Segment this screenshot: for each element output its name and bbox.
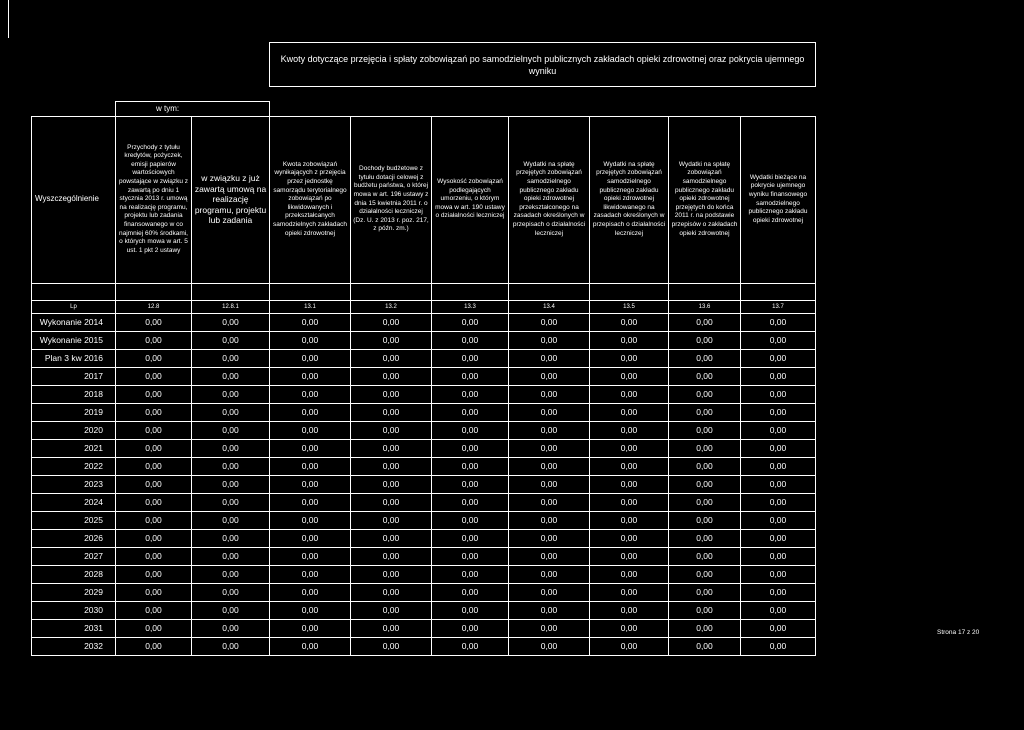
value-cell: 0,00 xyxy=(590,493,669,511)
row-label: 2020 xyxy=(32,421,116,439)
value-cell: 0,00 xyxy=(351,385,432,403)
value-cell: 0,00 xyxy=(509,619,590,637)
row-label: 2023 xyxy=(32,475,116,493)
value-cell: 0,00 xyxy=(116,313,192,331)
value-cell: 0,00 xyxy=(192,313,270,331)
table-row xyxy=(32,475,816,493)
value-cell: 0,00 xyxy=(351,583,432,601)
value-cell: 0,00 xyxy=(192,439,270,457)
value-cell: 0,00 xyxy=(351,547,432,565)
blank-strip-2 xyxy=(270,101,816,116)
column-header-5: Wysokość zobowiązań podlegających umorzeniu, o którym mowa w art. 190 ustawy o działalności leczniczej xyxy=(432,116,509,283)
value-cell: 0,00 xyxy=(741,511,816,529)
value-cell: 0,00 xyxy=(741,547,816,565)
row-label: 2019 xyxy=(32,403,116,421)
table-row xyxy=(32,637,816,655)
value-cell: 0,00 xyxy=(669,439,741,457)
value-cell: 0,00 xyxy=(116,457,192,475)
value-cell: 0,00 xyxy=(351,601,432,619)
value-cell: 0,00 xyxy=(741,421,816,439)
value-cell: 0,00 xyxy=(270,601,351,619)
value-cell: 0,00 xyxy=(669,331,741,349)
value-cell: 0,00 xyxy=(590,367,669,385)
value-cell: 0,00 xyxy=(509,511,590,529)
gap-cell xyxy=(192,283,270,300)
table-row xyxy=(32,547,816,565)
gap-cell xyxy=(32,283,116,300)
table-row xyxy=(32,349,816,367)
table-row xyxy=(32,439,816,457)
value-cell: 0,00 xyxy=(741,619,816,637)
value-cell: 0,00 xyxy=(590,601,669,619)
value-cell: 0,00 xyxy=(509,331,590,349)
value-cell: 0,00 xyxy=(432,421,509,439)
value-cell: 0,00 xyxy=(270,385,351,403)
value-cell: 0,00 xyxy=(351,349,432,367)
value-cell: 0,00 xyxy=(741,529,816,547)
table-row xyxy=(32,367,816,385)
value-cell: 0,00 xyxy=(192,421,270,439)
value-cell: 0,00 xyxy=(351,475,432,493)
row-label: 2026 xyxy=(32,529,116,547)
value-cell: 0,00 xyxy=(432,601,509,619)
value-cell: 0,00 xyxy=(116,637,192,655)
gap-cell xyxy=(669,283,741,300)
row-label: 2024 xyxy=(32,493,116,511)
value-cell: 0,00 xyxy=(509,565,590,583)
value-cell: 0,00 xyxy=(432,349,509,367)
value-cell: 0,00 xyxy=(351,331,432,349)
value-cell: 0,00 xyxy=(590,421,669,439)
value-cell: 0,00 xyxy=(270,619,351,637)
value-cell: 0,00 xyxy=(509,313,590,331)
row-label: 2017 xyxy=(32,367,116,385)
value-cell: 0,00 xyxy=(590,583,669,601)
value-cell: 0,00 xyxy=(509,529,590,547)
value-cell: 0,00 xyxy=(270,313,351,331)
lp-cell-3: 13.1 xyxy=(270,300,351,313)
value-cell: 0,00 xyxy=(741,367,816,385)
value-cell: 0,00 xyxy=(669,583,741,601)
value-cell: 0,00 xyxy=(270,439,351,457)
value-cell: 0,00 xyxy=(669,457,741,475)
value-cell: 0,00 xyxy=(741,475,816,493)
value-cell: 0,00 xyxy=(669,529,741,547)
value-cell: 0,00 xyxy=(192,367,270,385)
value-cell: 0,00 xyxy=(509,385,590,403)
value-cell: 0,00 xyxy=(351,529,432,547)
column-header-2: w związku z już zawartą umową na realizację programu, projektu lub zadania xyxy=(192,116,270,283)
lp-cell-1: 12.8 xyxy=(116,300,192,313)
value-cell: 0,00 xyxy=(351,511,432,529)
row-label: 2032 xyxy=(32,637,116,655)
value-cell: 0,00 xyxy=(351,637,432,655)
table-row xyxy=(32,385,816,403)
wpf-table xyxy=(31,42,816,656)
value-cell: 0,00 xyxy=(351,439,432,457)
page-edge-line xyxy=(8,0,9,38)
value-cell: 0,00 xyxy=(432,439,509,457)
column-header-0: Wyszczególnienie xyxy=(32,116,116,283)
gap-cell xyxy=(116,283,192,300)
value-cell: 0,00 xyxy=(669,619,741,637)
value-cell: 0,00 xyxy=(270,511,351,529)
value-cell: 0,00 xyxy=(192,475,270,493)
value-cell: 0,00 xyxy=(270,565,351,583)
value-cell: 0,00 xyxy=(741,457,816,475)
row-label: 2029 xyxy=(32,583,116,601)
lp-cell-2: 12.8.1 xyxy=(192,300,270,313)
table-row xyxy=(32,493,816,511)
value-cell: 0,00 xyxy=(590,619,669,637)
value-cell: 0,00 xyxy=(509,493,590,511)
value-cell: 0,00 xyxy=(669,601,741,619)
value-cell: 0,00 xyxy=(669,547,741,565)
value-cell: 0,00 xyxy=(432,385,509,403)
value-cell: 0,00 xyxy=(270,583,351,601)
row-label: 2022 xyxy=(32,457,116,475)
lp-cell-5: 13.3 xyxy=(432,300,509,313)
table-row xyxy=(32,565,816,583)
value-cell: 0,00 xyxy=(590,565,669,583)
value-cell: 0,00 xyxy=(351,313,432,331)
value-cell: 0,00 xyxy=(116,475,192,493)
value-cell: 0,00 xyxy=(192,583,270,601)
value-cell: 0,00 xyxy=(509,583,590,601)
table-row xyxy=(32,313,816,331)
value-cell: 0,00 xyxy=(116,367,192,385)
value-cell: 0,00 xyxy=(192,547,270,565)
gap-cell xyxy=(741,283,816,300)
value-cell: 0,00 xyxy=(116,619,192,637)
group-title: Kwoty dotyczące przejęcia i spłaty zobowiązań po samodzielnych publicznych zakładach opieki zdrowotnej oraz pokrycia ujemnego wyniku xyxy=(270,43,816,87)
value-cell: 0,00 xyxy=(509,457,590,475)
value-cell: 0,00 xyxy=(432,367,509,385)
gap-cell xyxy=(351,283,432,300)
value-cell: 0,00 xyxy=(351,403,432,421)
value-cell: 0,00 xyxy=(270,637,351,655)
blank-strip xyxy=(270,87,816,102)
value-cell: 0,00 xyxy=(590,313,669,331)
value-cell: 0,00 xyxy=(741,385,816,403)
value-cell: 0,00 xyxy=(669,421,741,439)
value-cell: 0,00 xyxy=(509,601,590,619)
column-header-3: Kwota zobowiązań wynikających z przejęcia przez jednostkę samorządu terytorialnego zobowiązań po likwidowanych i przekształcanych samodzielnych zakładach opieki zdrowotnej xyxy=(270,116,351,283)
value-cell: 0,00 xyxy=(270,547,351,565)
table-row xyxy=(32,511,816,529)
value-cell: 0,00 xyxy=(192,331,270,349)
value-cell: 0,00 xyxy=(351,421,432,439)
lp-cell-4: 13.2 xyxy=(351,300,432,313)
value-cell: 0,00 xyxy=(192,493,270,511)
value-cell: 0,00 xyxy=(432,403,509,421)
value-cell: 0,00 xyxy=(432,313,509,331)
value-cell: 0,00 xyxy=(192,637,270,655)
value-cell: 0,00 xyxy=(351,619,432,637)
value-cell: 0,00 xyxy=(741,349,816,367)
value-cell: 0,00 xyxy=(590,439,669,457)
value-cell: 0,00 xyxy=(270,529,351,547)
lp-cell-6: 13.4 xyxy=(509,300,590,313)
row-label: Wykonanie 2014 xyxy=(32,313,116,331)
value-cell: 0,00 xyxy=(669,493,741,511)
value-cell: 0,00 xyxy=(192,529,270,547)
value-cell: 0,00 xyxy=(270,367,351,385)
value-cell: 0,00 xyxy=(509,403,590,421)
value-cell: 0,00 xyxy=(669,475,741,493)
value-cell: 0,00 xyxy=(590,331,669,349)
row-label: Wykonanie 2015 xyxy=(32,331,116,349)
column-header-7: Wydatki na spłatę przejętych zobowiązań samodzielnego publicznego zakładu opieki zdrowotnej likwidowanego na zasadach określonych w przepisach o działalności leczniczej xyxy=(590,116,669,283)
lp-cell-7: 13.5 xyxy=(590,300,669,313)
row-label: 2018 xyxy=(32,385,116,403)
value-cell: 0,00 xyxy=(116,439,192,457)
lp-cell-9: 13.7 xyxy=(741,300,816,313)
table-row xyxy=(32,457,816,475)
value-cell: 0,00 xyxy=(741,403,816,421)
column-header-8: Wydatki na spłatę zobowiązań samodzielnego publicznego zakładu opieki zdrowotnej przejętych do końca 2011 r. na podstawie przepisów o zakładach opieki zdrowotnej xyxy=(669,116,741,283)
row-label: 2021 xyxy=(32,439,116,457)
row-label: 2031 xyxy=(32,619,116,637)
value-cell: 0,00 xyxy=(116,565,192,583)
value-cell: 0,00 xyxy=(590,475,669,493)
value-cell: 0,00 xyxy=(509,349,590,367)
value-cell: 0,00 xyxy=(669,385,741,403)
value-cell: 0,00 xyxy=(669,637,741,655)
value-cell: 0,00 xyxy=(590,385,669,403)
lp-cell-0: Lp xyxy=(32,300,116,313)
value-cell: 0,00 xyxy=(432,475,509,493)
row-label: 2030 xyxy=(32,601,116,619)
value-cell: 0,00 xyxy=(116,493,192,511)
value-cell: 0,00 xyxy=(432,331,509,349)
value-cell: 0,00 xyxy=(270,349,351,367)
value-cell: 0,00 xyxy=(351,565,432,583)
value-cell: 0,00 xyxy=(432,529,509,547)
value-cell: 0,00 xyxy=(116,601,192,619)
value-cell: 0,00 xyxy=(116,331,192,349)
value-cell: 0,00 xyxy=(669,313,741,331)
value-cell: 0,00 xyxy=(669,403,741,421)
table-row xyxy=(32,529,816,547)
value-cell: 0,00 xyxy=(432,493,509,511)
table-row xyxy=(32,421,816,439)
value-cell: 0,00 xyxy=(432,457,509,475)
value-cell: 0,00 xyxy=(669,565,741,583)
value-cell: 0,00 xyxy=(192,601,270,619)
value-cell: 0,00 xyxy=(741,583,816,601)
row-label: 2025 xyxy=(32,511,116,529)
value-cell: 0,00 xyxy=(116,583,192,601)
value-cell: 0,00 xyxy=(432,583,509,601)
value-cell: 0,00 xyxy=(116,421,192,439)
column-header-9: Wydatki bieżące na pokrycie ujemnego wyniku finansowego samodzielnego publicznego zakładu opieki zdrowotnej xyxy=(741,116,816,283)
blank-top xyxy=(116,43,270,102)
lp-cell-8: 13.6 xyxy=(669,300,741,313)
value-cell: 0,00 xyxy=(509,475,590,493)
value-cell: 0,00 xyxy=(590,403,669,421)
value-cell: 0,00 xyxy=(590,547,669,565)
value-cell: 0,00 xyxy=(192,619,270,637)
blank-corner xyxy=(32,43,116,117)
w-tym-label: w tym: xyxy=(116,101,270,116)
row-label: 2027 xyxy=(32,547,116,565)
value-cell: 0,00 xyxy=(192,457,270,475)
value-cell: 0,00 xyxy=(116,529,192,547)
value-cell: 0,00 xyxy=(432,637,509,655)
value-cell: 0,00 xyxy=(192,385,270,403)
value-cell: 0,00 xyxy=(116,511,192,529)
value-cell: 0,00 xyxy=(270,403,351,421)
value-cell: 0,00 xyxy=(270,475,351,493)
value-cell: 0,00 xyxy=(432,565,509,583)
gap-cell xyxy=(509,283,590,300)
value-cell: 0,00 xyxy=(590,511,669,529)
table-row xyxy=(32,583,816,601)
value-cell: 0,00 xyxy=(270,421,351,439)
value-cell: 0,00 xyxy=(741,493,816,511)
row-label: Plan 3 kw 2016 xyxy=(32,349,116,367)
value-cell: 0,00 xyxy=(590,637,669,655)
value-cell: 0,00 xyxy=(590,349,669,367)
value-cell: 0,00 xyxy=(192,565,270,583)
value-cell: 0,00 xyxy=(351,367,432,385)
column-header-6: Wydatki na spłatę przejętych zobowiązań samodzielnego publicznego zakładu opieki zdrowotnej przekształconego na zasadach określonych w przepisach o działalności leczniczej xyxy=(509,116,590,283)
column-header-1: Przychody z tytułu kredytów, pożyczek, emisji papierów wartościowych powstające w związku z zawartą po dniu 1 stycznia 2013 r. umową na realizację programu, projektu lub zadania finansowanego w co najmniej 60% środkami, o których mowa w art. 5 ust. 1 pkt 2 ustawy xyxy=(116,116,192,283)
value-cell: 0,00 xyxy=(270,331,351,349)
value-cell: 0,00 xyxy=(192,349,270,367)
gap-cell xyxy=(432,283,509,300)
gap-cell xyxy=(590,283,669,300)
value-cell: 0,00 xyxy=(509,421,590,439)
value-cell: 0,00 xyxy=(741,637,816,655)
value-cell: 0,00 xyxy=(509,439,590,457)
value-cell: 0,00 xyxy=(116,385,192,403)
value-cell: 0,00 xyxy=(116,403,192,421)
table-row xyxy=(32,331,816,349)
value-cell: 0,00 xyxy=(590,529,669,547)
value-cell: 0,00 xyxy=(509,547,590,565)
value-cell: 0,00 xyxy=(669,511,741,529)
value-cell: 0,00 xyxy=(270,493,351,511)
value-cell: 0,00 xyxy=(509,637,590,655)
column-header-4: Dochody budżetowe z tytułu dotacji celowej z budżetu państwa, o której mowa w art. 196 ustawy z dnia 15 kwietnia 2011 r. o działalności leczniczej (Dz. U. z 2013 r. poz. 217, z późn. zm.) xyxy=(351,116,432,283)
value-cell: 0,00 xyxy=(116,547,192,565)
row-label: 2028 xyxy=(32,565,116,583)
value-cell: 0,00 xyxy=(509,367,590,385)
value-cell: 0,00 xyxy=(351,457,432,475)
value-cell: 0,00 xyxy=(432,547,509,565)
table-row xyxy=(32,601,816,619)
table-row xyxy=(32,403,816,421)
value-cell: 0,00 xyxy=(741,565,816,583)
value-cell: 0,00 xyxy=(741,313,816,331)
value-cell: 0,00 xyxy=(192,403,270,421)
value-cell: 0,00 xyxy=(669,367,741,385)
page-number: Strona 17 z 20 xyxy=(937,629,980,636)
value-cell: 0,00 xyxy=(192,511,270,529)
value-cell: 0,00 xyxy=(669,349,741,367)
value-cell: 0,00 xyxy=(741,331,816,349)
value-cell: 0,00 xyxy=(590,457,669,475)
table-row xyxy=(32,619,816,637)
value-cell: 0,00 xyxy=(741,439,816,457)
value-cell: 0,00 xyxy=(270,457,351,475)
gap-cell xyxy=(270,283,351,300)
value-cell: 0,00 xyxy=(432,619,509,637)
value-cell: 0,00 xyxy=(432,511,509,529)
value-cell: 0,00 xyxy=(741,601,816,619)
value-cell: 0,00 xyxy=(351,493,432,511)
value-cell: 0,00 xyxy=(116,349,192,367)
